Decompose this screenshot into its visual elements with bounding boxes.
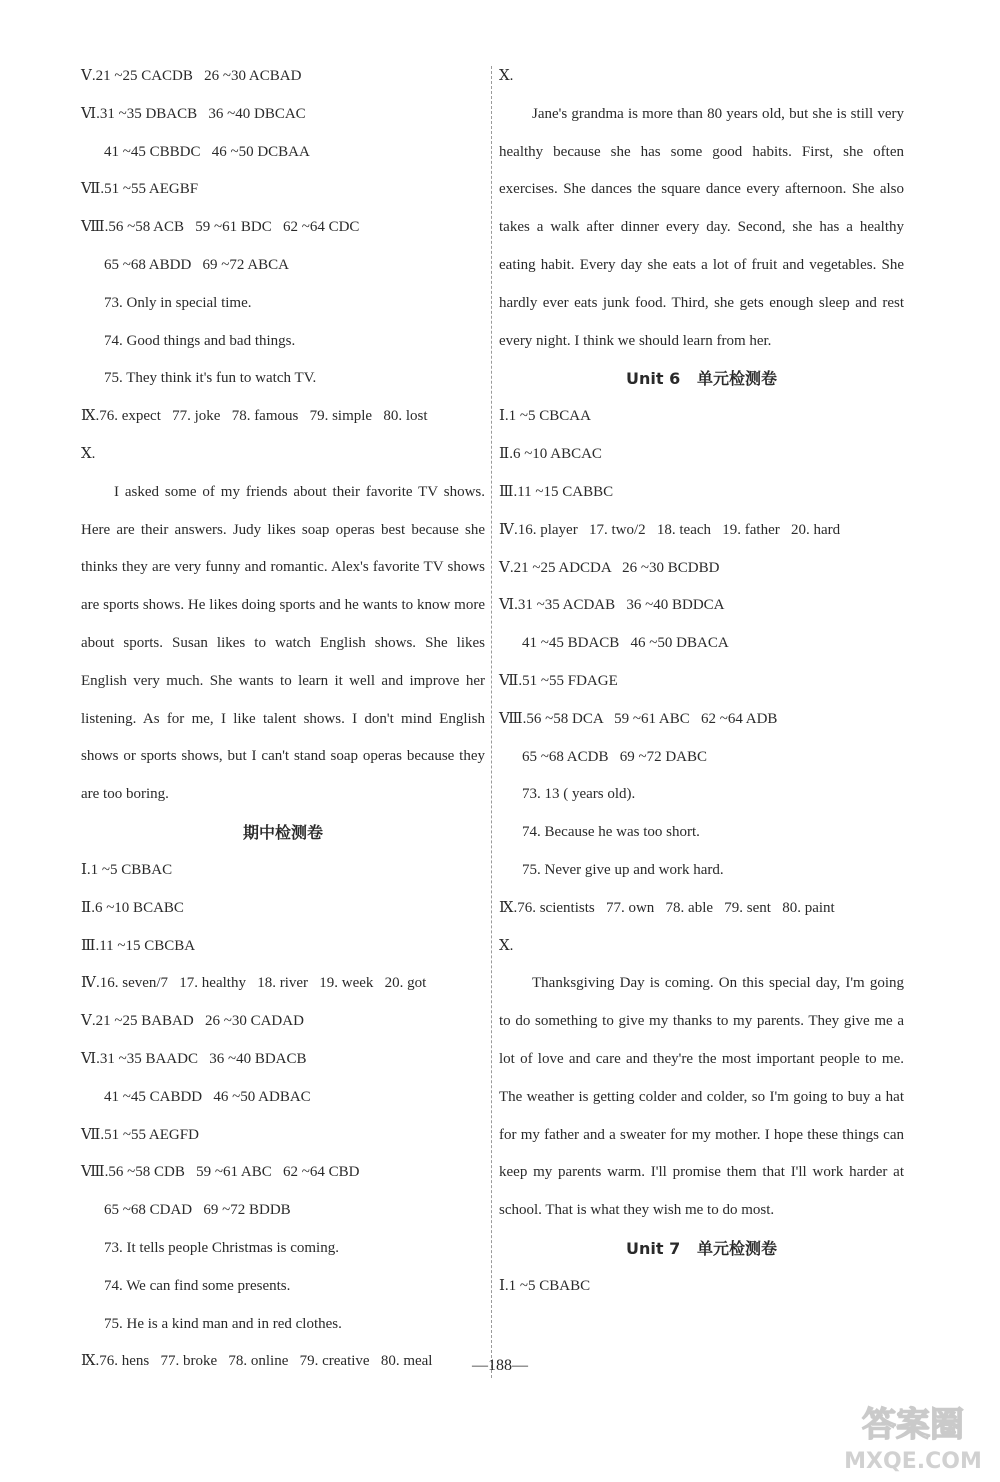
essay-label: Ⅹ. (81, 445, 96, 462)
answer-line: Ⅴ.21 ~25 ADCDA 26 ~30 BCDBD (499, 559, 720, 576)
answer-line: 65 ~68 CDAD 69 ~72 BDDB (104, 1202, 291, 1219)
answer-line: Ⅶ.51 ~55 AEGBF (81, 181, 199, 198)
answer-line: 75. Never give up and work hard. (522, 861, 724, 878)
answer-line: Ⅴ.21 ~25 CACDB 26 ~30 ACBAD (81, 68, 302, 84)
essay-label: Ⅹ. (499, 68, 514, 84)
answer-line: Ⅷ.56 ~58 CDB 59 ~61 ABC 62 ~64 CBD (81, 1164, 360, 1181)
column-divider (491, 66, 492, 1378)
essay-label: Ⅹ. (499, 937, 514, 954)
answer-line: Ⅸ.76. hens 77. broke 78. online 79. creative 80. meal (81, 1353, 433, 1370)
answer-line: 65 ~68 ACDB 69 ~72 DABC (522, 748, 708, 765)
left-column (81, 58, 485, 1381)
answer-line: Ⅲ.11 ~15 CBCBA (81, 937, 196, 954)
answer-line: 73. 13 ( years old). (522, 786, 636, 803)
answer-line: Ⅳ.16. seven/7 17. healthy 18. river 19. week 20. got (81, 975, 427, 992)
answer-line: Ⅴ.21 ~25 BABAD 26 ~30 CADAD (81, 1013, 304, 1030)
essay-paragraph: I asked some of my friends about their favorite TV shows. Here are their answers. Judy likes soap operas best because she thinks they are very funny and romantic. Alex's favorite TV shows are sports shows. He likes doing sports and he wants to know more about sports. Susan likes to watch English shows. She likes English very much. She wants to learn it well and improve her listening. As for me, I like talent shows. I don't mind English shows or sports shows, but I can't stand soap operas because they are too boring. (81, 483, 485, 803)
answer-line: 74. Good things and bad things. (104, 332, 296, 349)
answer-list (81, 852, 485, 1381)
answer-line: Ⅸ.76. expect 77. joke 78. famous 79. simple 80. lost (81, 408, 428, 425)
answer-line: Ⅳ.16. player 17. two/2 18. teach 19. father 20. hard (499, 521, 841, 538)
answer-line: Ⅰ.1 ~5 CBCAA (499, 408, 591, 425)
section-title-unit6: Unit 6 单元检测卷 (626, 369, 777, 389)
section-title-unit7: Unit 7 单元检测卷 (626, 1238, 777, 1258)
answer-line: Ⅱ.6 ~10 ABCAC (499, 446, 602, 463)
answer-line: 73. It tells people Christmas is coming. (104, 1239, 339, 1256)
answer-line: 74. Because he was too short. (522, 824, 700, 841)
answer-line: Ⅵ.31 ~35 ACDAB 36 ~40 BDDCA (499, 597, 725, 614)
answer-list (499, 1268, 904, 1306)
answer-list (81, 58, 485, 436)
answer-list (499, 398, 904, 927)
answer-line: Ⅵ.31 ~35 DBACB 36 ~40 DBCAC (81, 105, 306, 122)
essay-paragraph: Thanksgiving Day is coming. On this special day, I'm going to do something to give my thanks to my parents. They give me a lot of love and care and they're the most important people to me. The weather is getting colder and colder, so I'm going to buy a hat for my father and a sweater for my mother. I hope these things can keep my parents warm. I'll promise them that I'll work harder at school. That is what they wish me to do most. (499, 975, 904, 1219)
essay-paragraph: Jane's grandma is more than 80 years old, but she is still very healthy because she has some good habits. First, she often exercises. She dances the square dance every afternoon. She also takes a walk after dinner every day. Second, she has a healthy eating habit. Every day she eats a lot of fruit and vegetables. She hardly ever eats junk food. Third, she gets enough sleep and rest every night. I think we should learn from her. (499, 105, 904, 349)
answer-line: Ⅸ.76. scientists 77. own 78. able 79. sent 80. paint (499, 899, 835, 916)
answer-line: Ⅶ.51 ~55 FDAGE (499, 672, 618, 689)
section-title-midterm: 期中检测卷 (242, 822, 323, 842)
answer-line: 41 ~45 BDACB 46 ~50 DBACA (522, 635, 729, 652)
answer-line: Ⅰ.1 ~5 CBBAC (81, 861, 173, 878)
page-number: —188— (472, 1357, 528, 1374)
answer-line: Ⅰ.1 ~5 CBABC (499, 1277, 591, 1294)
answer-line: Ⅱ.6 ~10 BCABC (81, 899, 184, 916)
watermark-logo-text: 答案圈 (862, 1405, 964, 1445)
answer-line: 73. Only in special time. (104, 294, 252, 311)
answer-line: 41 ~45 CBBDC 46 ~50 DCBAA (104, 143, 310, 160)
answer-line: 75. They think it's fun to watch TV. (104, 370, 317, 387)
answer-line: 75. He is a kind man and in red clothes. (104, 1315, 342, 1332)
answer-line: Ⅷ.56 ~58 DCA 59 ~61 ABC 62 ~64 ADB (499, 710, 778, 727)
answer-line: 65 ~68 ABDD 69 ~72 ABCA (104, 256, 290, 273)
watermark-url: MXQE.COM (844, 1449, 982, 1474)
answer-line: Ⅷ.56 ~58 ACB 59 ~61 BDC 62 ~64 CDC (81, 219, 360, 236)
answer-line: 74. We can find some presents. (104, 1277, 291, 1294)
answer-line: 41 ~45 CABDD 46 ~50 ADBAC (104, 1088, 311, 1105)
right-column (499, 58, 904, 1306)
answer-line: Ⅲ.11 ~15 CABBC (499, 483, 614, 500)
answer-line: Ⅶ.51 ~55 AEGFD (81, 1126, 199, 1143)
watermark-logo (838, 1396, 988, 1476)
answer-line: Ⅵ.31 ~35 BAADC 36 ~40 BDACB (81, 1050, 307, 1067)
